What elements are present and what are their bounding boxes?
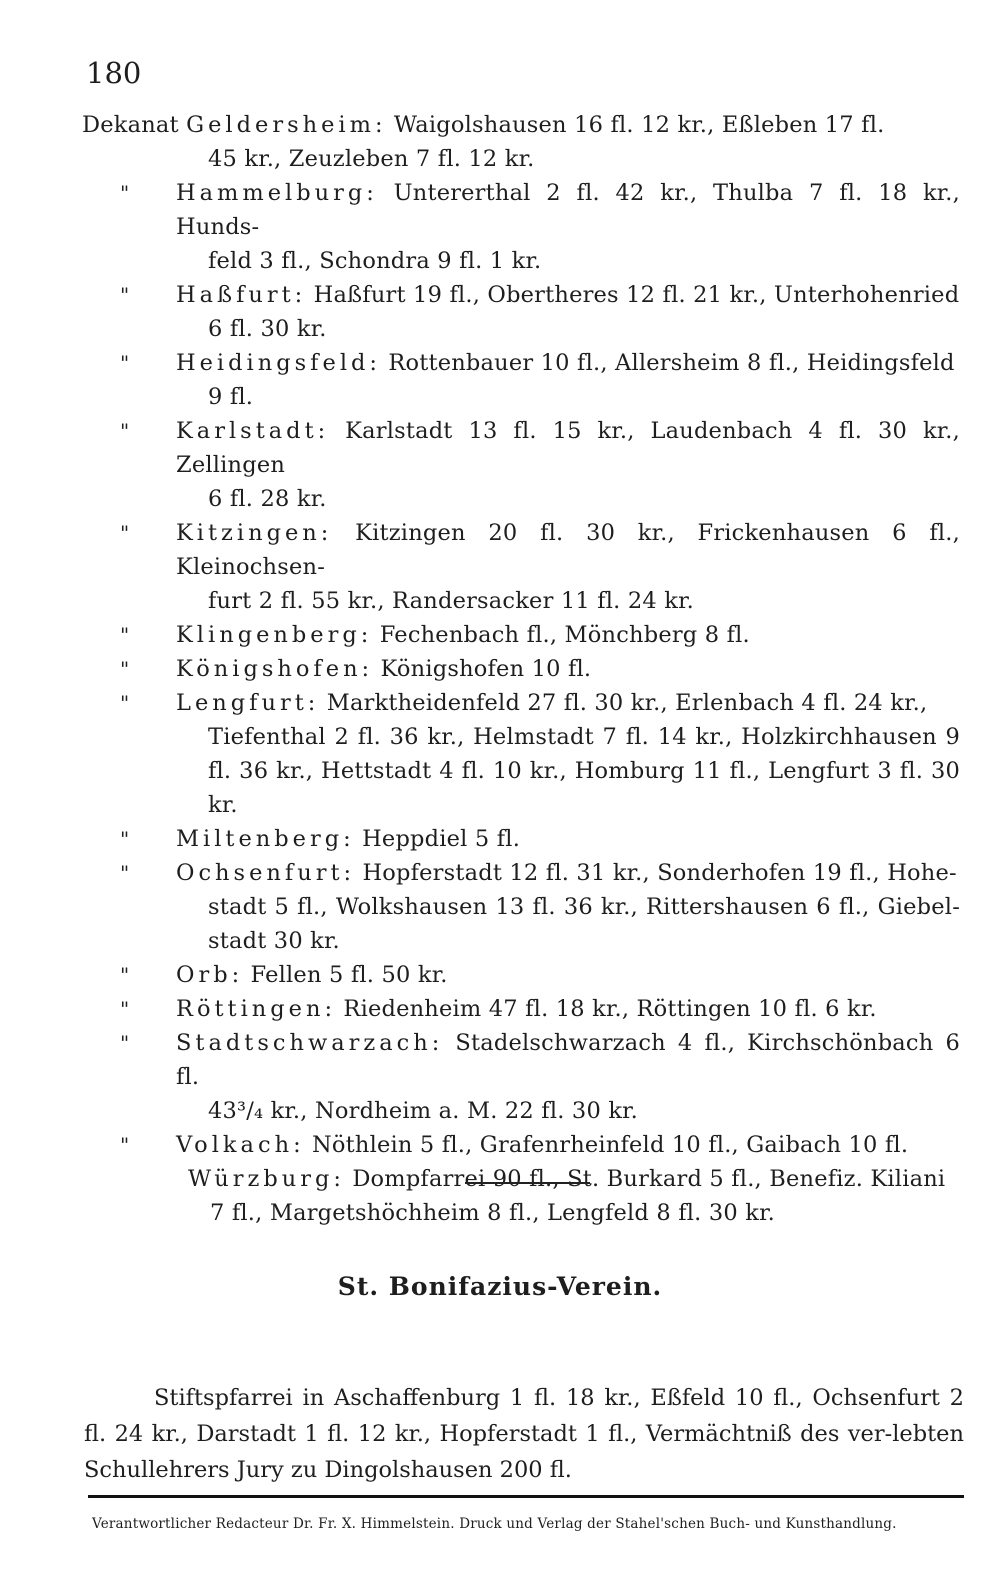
ditto-mark: " [120, 623, 130, 647]
donation-text: Haßfurt 19 fl., Obertheres 12 fl. 21 kr., Unterhohenried [313, 282, 960, 308]
section-paragraph: Stiftspfarrei in Aschaffenburg 1 fl. 18 kr., Eßfeld 10 fl., Ochsenfurt 2 fl. 24 kr., Darstadt 1 fl. 12 kr., Hopferstadt 1 fl., Vermächtniß des ver-lebten Schullehrers Jury zu Dingolshausen 200 fl. [84, 1385, 964, 1483]
page-number: 180 [86, 56, 142, 90]
donation-continuation: Tiefenthal 2 fl. 36 kr., Helmstadt 7 fl. 14 kr., Holzkirchhausen 9 fl. 36 kr., Hettstadt 4 fl. 10 kr., Homburg 11 fl., Lengfurt 3 fl. 30 kr. [208, 724, 960, 818]
list-item [120, 652, 960, 686]
list-item [120, 346, 960, 414]
ditto-mark: " [120, 351, 130, 375]
list-item [120, 414, 960, 516]
donation-text: Heppdiel 5 fl. [362, 826, 521, 852]
list-item [120, 992, 960, 1026]
deanery-prefix: Dekanat [82, 112, 179, 138]
deanery-name: Kitzingen: [176, 520, 333, 546]
list-item [120, 278, 960, 346]
donation-continuation: 6 fl. 28 kr. [208, 486, 327, 512]
list-item [120, 618, 960, 652]
donation-text: Marktheidenfeld 27 fl. 30 kr., Erlenbach 4 fl. 24 kr., [326, 690, 928, 716]
deanery-name: Heidingsfeld: [176, 350, 381, 376]
list-item [120, 1026, 960, 1128]
ditto-mark: " [120, 1031, 130, 1055]
donation-text: Stadelschwarzach 4 fl., Kirchschönbach 6 fl. [176, 1030, 960, 1090]
donation-text: Kitzingen 20 fl. 30 kr., Frickenhausen 6 fl., Kleinochsen- [176, 520, 960, 580]
donation-text: Rottenbauer 10 fl., Allersheim 8 fl., Heidingsfeld [388, 350, 955, 376]
donation-continuation: 9 fl. [208, 384, 254, 410]
deanery-name: Stadtschwarzach: [176, 1030, 444, 1056]
donation-text: Fellen 5 fl. 50 kr. [250, 962, 448, 988]
ditto-mark: " [120, 691, 130, 715]
deanery-name: Hammelburg: [176, 180, 378, 206]
deanery-name: Königshofen: [176, 656, 374, 682]
deanery-name: Miltenberg: [176, 826, 355, 852]
section-title: St. Bonifazius-Verein. [337, 1272, 663, 1301]
deanery-name: Orb: [176, 962, 244, 988]
donation-continuation: stadt 5 fl., Wolkshausen 13 fl. 36 kr., Rittershausen 6 fl., Giebel-stadt 30 kr. [208, 894, 960, 954]
deanery-name: Klingenberg: [176, 622, 373, 648]
deanery-name: Würzburg: [188, 1166, 345, 1192]
donation-text: Untererthal 2 fl. 42 kr., Thulba 7 fl. 18 kr., Hunds- [176, 180, 960, 240]
ditto-mark: " [120, 827, 130, 851]
ditto-mark: " [120, 1133, 130, 1157]
ditto-mark: " [120, 283, 130, 307]
section-divider [465, 1182, 590, 1184]
donation-continuation: 45 kr., Zeuzleben 7 fl. 12 kr. [208, 146, 535, 172]
list-item [120, 856, 960, 958]
list-item [82, 108, 960, 176]
donation-continuation: 6 fl. 30 kr. [208, 316, 327, 342]
ditto-mark: " [120, 963, 130, 987]
donation-text: Waigolshausen 16 fl. 12 kr., Eßleben 17 fl. [393, 112, 885, 138]
ditto-mark: " [120, 657, 130, 681]
donation-continuation: furt 2 fl. 55 kr., Randersacker 11 fl. 24 kr. [208, 588, 694, 614]
donation-text: Königshofen 10 fl. [380, 656, 592, 682]
deanery-name: Karlstadt: [176, 418, 330, 444]
donation-list [0, 108, 1000, 1230]
donation-text: Fechenbach fl., Mönchberg 8 fl. [379, 622, 750, 648]
list-item [188, 1162, 960, 1230]
list-item [120, 176, 960, 278]
deanery-name: Lengfurt: [176, 690, 320, 716]
ditto-mark: " [120, 419, 130, 443]
deanery-name: Volkach: [176, 1132, 305, 1158]
list-item [120, 686, 960, 822]
donation-continuation: 7 fl., Margetshöchheim 8 fl., Lengfeld 8 fl. 30 kr. [210, 1200, 775, 1226]
deanery-name: Ochsenfurt: [176, 860, 356, 886]
footer-imprint: Verantwortlicher Redacteur Dr. Fr. X. Himmelstein. Druck und Verlag der Stahel'schen Buch- und Kunsthandlung. [92, 1516, 897, 1532]
donation-text: Hopferstadt 12 fl. 31 kr., Sonderhofen 19 fl., Hohe- [362, 860, 957, 886]
donation-text: Dompfarrei 90 fl., St. Burkard 5 fl., Benefiz. Kiliani [352, 1166, 946, 1192]
donation-text: Karlstadt 13 fl. 15 kr., Laudenbach 4 fl. 30 kr., Zellingen [176, 418, 960, 478]
deanery-name: Röttingen: [176, 996, 337, 1022]
ditto-mark: " [120, 181, 130, 205]
list-item [120, 516, 960, 618]
footer-rule [88, 1495, 964, 1498]
ditto-mark: " [120, 861, 130, 885]
list-item [120, 1128, 960, 1162]
donation-continuation: feld 3 fl., Schondra 9 fl. 1 kr. [208, 248, 542, 274]
ditto-mark: " [120, 997, 130, 1021]
ditto-mark: " [120, 521, 130, 545]
list-item [120, 822, 960, 856]
donation-continuation: 43³/₄ kr., Nordheim a. M. 22 fl. 30 kr. [208, 1098, 638, 1124]
list-item [120, 958, 960, 992]
donation-text: Nöthlein 5 fl., Grafenrheinfeld 10 fl., Gaibach 10 fl. [312, 1132, 909, 1158]
donation-text: Riedenheim 47 fl. 18 kr., Röttingen 10 fl. 6 kr. [343, 996, 877, 1022]
deanery-name: Haßfurt: [176, 282, 307, 308]
deanery-name: Geldersheim: [186, 112, 387, 138]
